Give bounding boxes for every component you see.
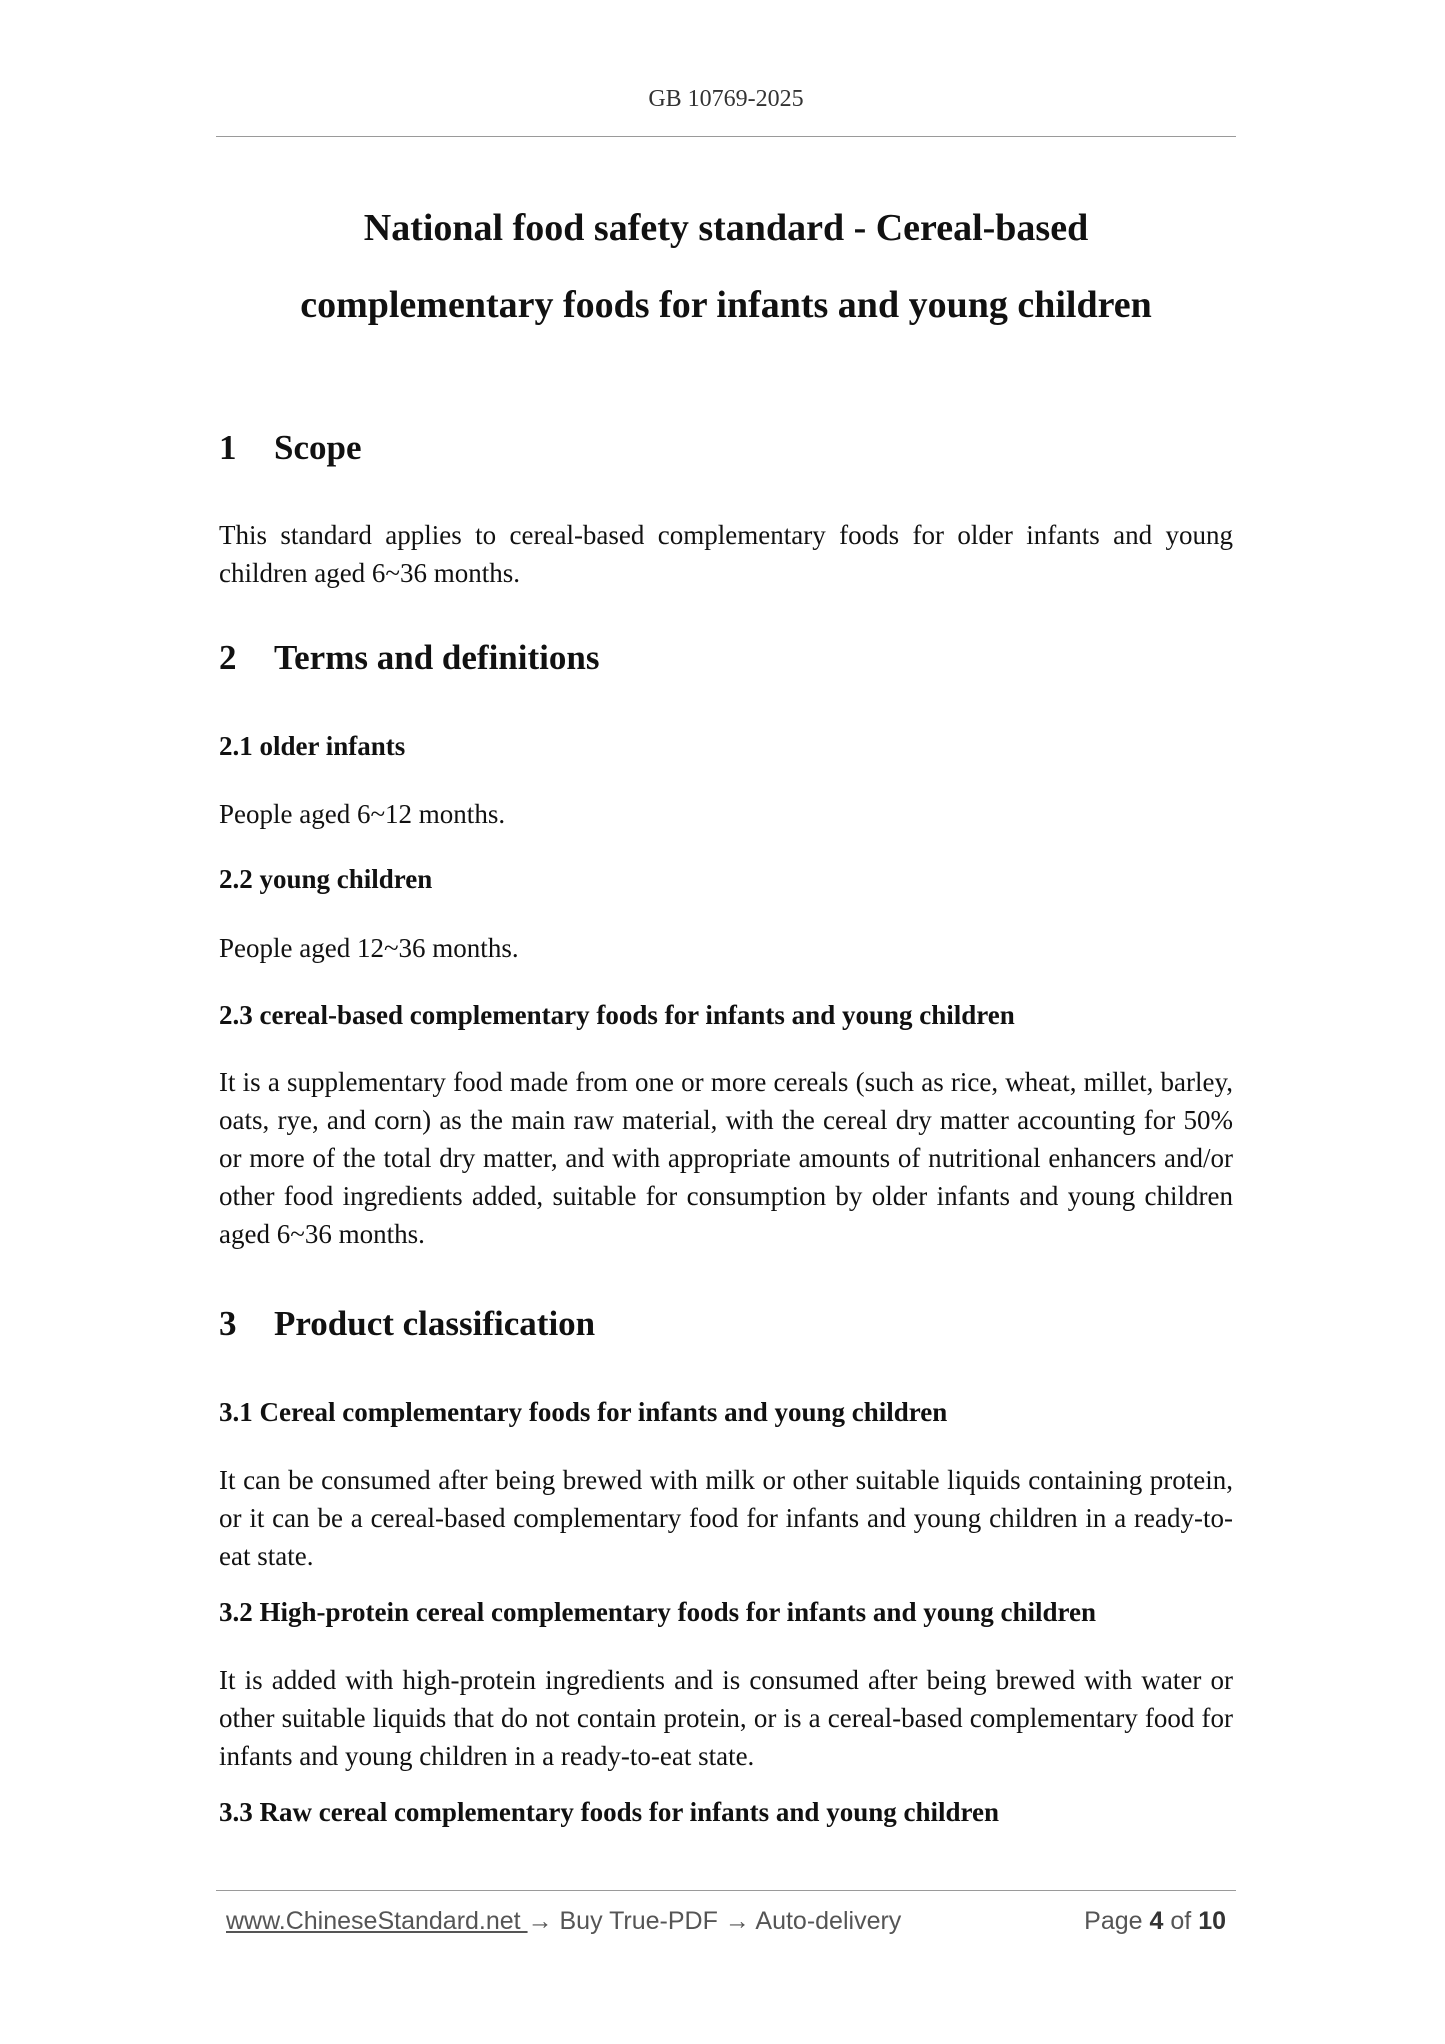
title-line-2: complementary foods for infants and young children	[300, 284, 1152, 326]
subsection-3-1-heading: 3.1 Cereal complementary foods for infants and young children	[219, 1397, 948, 1427]
section-3-heading	[219, 1304, 595, 1344]
document-title	[216, 190, 1236, 344]
subsection-2-1-heading: 2.1 older infants	[219, 731, 406, 761]
standard-code: GB 10769-2025	[648, 86, 804, 112]
subsection-3-2-text: It is added with high-protein ingredients and is consumed after being brewed with water or other suitable liquids that do not contain protein, or is a cereal-based complementary food for infants and young children in a ready-to-eat state.	[219, 1665, 1233, 1771]
header-divider	[216, 136, 1236, 137]
section-title: Product classification	[274, 1304, 596, 1343]
section-number: 2	[219, 638, 237, 677]
subsection-3-1-text: It can be consumed after being brewed with milk or other suitable liquids containing protein, or it can be a cereal-based complementary food for infants and young children in a ready-to-eat state.	[219, 1465, 1233, 1571]
page-total: 10	[1198, 1907, 1226, 1935]
section-title: Scope	[274, 428, 362, 467]
buy-true-pdf-text: Buy True-PDF	[552, 1907, 725, 1935]
section-number: 3	[219, 1304, 237, 1343]
arrow-right-icon: →	[724, 1907, 750, 1935]
page-of-label: of	[1170, 1907, 1192, 1935]
page-footer	[226, 1907, 1226, 1936]
subsection-2-3-heading: 2.3 cereal-based complementary foods for infants and young children	[219, 1000, 1015, 1030]
section-2-heading	[219, 638, 599, 678]
page-current: 4	[1149, 1907, 1164, 1935]
subsection-2-2-heading: 2.2 young children	[219, 864, 433, 894]
title-line-1: National food safety standard - Cereal-based	[363, 207, 1089, 249]
subsection-2-3-text: It is a supplementary food made from one or more cereals (such as rice, wheat, millet, barley, oats, rye, and corn) as the main raw material, with the cereal dry matter accounting for 50% or more of the total dry matter, and with appropriate amounts of nutritional enhancers and/or other food ingredients added, suitable for consumption by older infants and young children aged 6~36 months.	[219, 1067, 1233, 1249]
section-title: Terms and definitions	[274, 638, 600, 677]
subsection-2-1-text: People aged 6~12 months.	[219, 799, 506, 829]
section-number: 1	[219, 428, 237, 467]
chinesestandard-link[interactable]: www.ChineseStandard.net	[226, 1907, 528, 1935]
subsection-3-3-heading: 3.3 Raw cereal complementary foods for infants and young children	[219, 1797, 999, 1827]
auto-delivery-text: Auto-delivery	[749, 1907, 902, 1935]
footer-divider	[216, 1890, 1236, 1891]
page-label: Page	[1084, 1907, 1143, 1935]
section-1-text: This standard applies to cereal-based complementary foods for older infants and young children aged 6~36 months.	[219, 520, 1233, 588]
arrow-right-icon: →	[527, 1907, 553, 1935]
section-1-heading	[219, 428, 362, 468]
subsection-2-2-text: People aged 12~36 months.	[219, 933, 519, 963]
subsection-3-2-heading: 3.2 High-protein cereal complementary foods for infants and young children	[219, 1597, 1097, 1627]
page-number	[1084, 1907, 1226, 1936]
